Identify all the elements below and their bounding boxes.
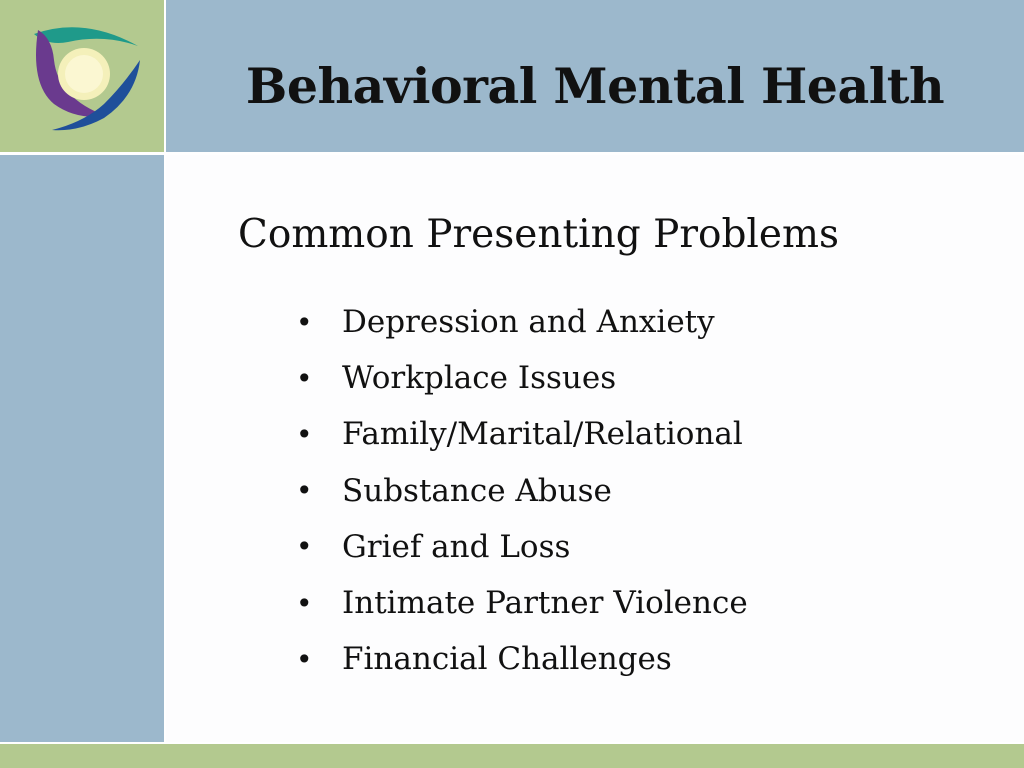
bullet-text: Workplace Issues (342, 360, 617, 397)
bullet-icon: • (296, 361, 313, 395)
bullet-icon: • (296, 586, 313, 620)
bullet-text: Family/Marital/Relational (342, 416, 743, 453)
eye-logo-icon (24, 20, 146, 134)
bullet-item (296, 519, 748, 575)
bullet-text: Substance Abuse (342, 472, 612, 509)
bullet-icon: • (296, 642, 313, 676)
bullet-text: Grief and Loss (342, 528, 571, 565)
bullet-item (296, 350, 748, 406)
bullet-icon: • (296, 417, 313, 451)
bullet-text: Depression and Anxiety (342, 304, 715, 341)
bottom-band (0, 744, 1024, 768)
bullet-icon: • (296, 530, 313, 564)
bullet-icon: • (296, 474, 313, 508)
bullet-item (296, 406, 748, 462)
divider-bottom (0, 742, 1024, 744)
bullet-item (296, 294, 748, 350)
bullet-item (296, 631, 748, 687)
bullet-list (296, 294, 748, 687)
bullet-item (296, 463, 748, 519)
slide-subtitle: Common Presenting Problems (238, 212, 839, 257)
left-band (0, 155, 164, 742)
slide-title: Behavioral Mental Health (245, 57, 945, 115)
bullet-icon: • (296, 305, 313, 339)
logo-panel (0, 0, 164, 152)
bullet-text: Financial Challenges (342, 641, 672, 678)
bullet-item (296, 575, 748, 631)
bullet-text: Intimate Partner Violence (342, 585, 748, 622)
divider-horizontal (0, 152, 1024, 155)
